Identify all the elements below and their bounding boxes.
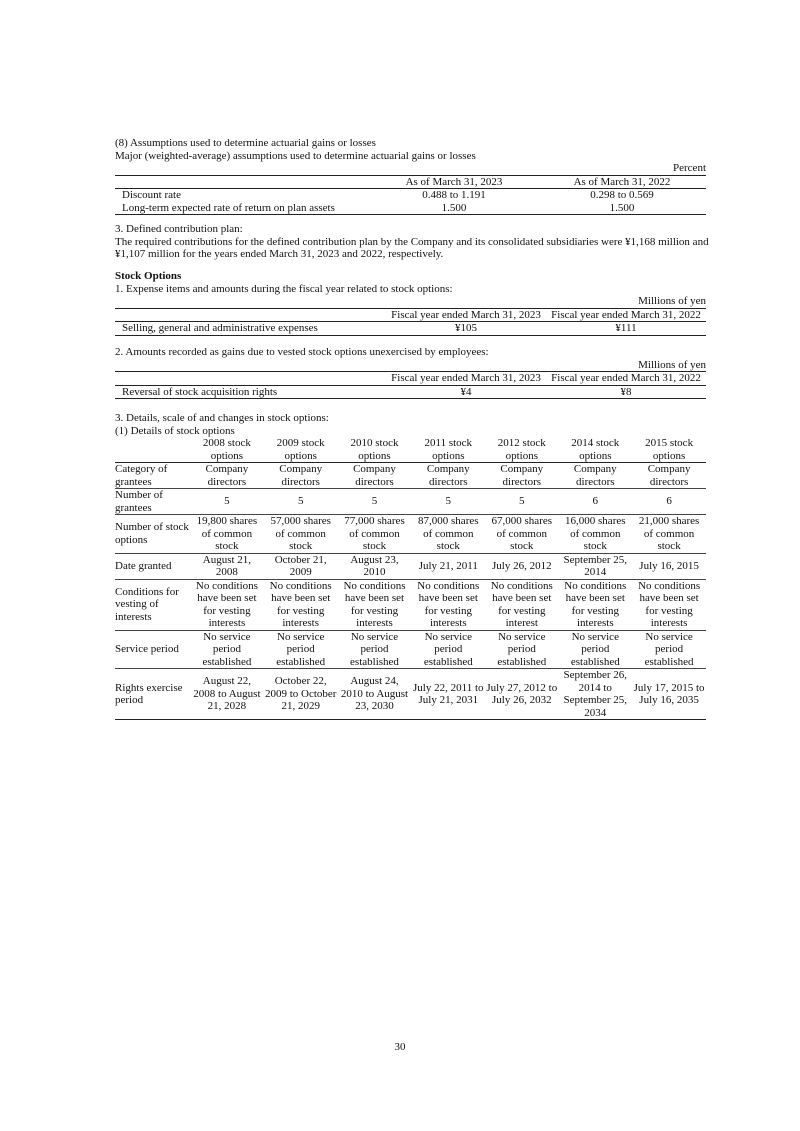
page-number: 30 bbox=[394, 1041, 406, 1053]
cell: No conditions have been set for vesting interests bbox=[411, 579, 485, 630]
subsection-heading: 1. Expense items and amounts during the fiscal year related to stock options: bbox=[115, 282, 453, 295]
table-row bbox=[115, 669, 706, 720]
cell: October 21, 2009 bbox=[264, 553, 338, 579]
assumptions-table bbox=[115, 175, 706, 216]
table-row bbox=[115, 553, 706, 579]
cell: 77,000 shares of common stock bbox=[338, 515, 412, 554]
column-header bbox=[115, 175, 370, 189]
stock-options-details-table bbox=[115, 437, 706, 720]
defined-contribution-section bbox=[115, 223, 709, 261]
stock-options-gains-section bbox=[115, 346, 706, 399]
cell: Company directors bbox=[411, 463, 485, 489]
cell: 67,000 shares of common stock bbox=[485, 515, 558, 554]
cell: July 21, 2011 bbox=[411, 553, 485, 579]
column-header: Fiscal year ended March 31, 2023 bbox=[386, 308, 546, 322]
column-header: 2009 stock options bbox=[264, 437, 338, 463]
stock-options-details-section bbox=[115, 412, 706, 720]
table-row bbox=[115, 579, 706, 630]
expense-table bbox=[115, 308, 706, 336]
cell: ¥8 bbox=[546, 385, 706, 399]
table-row bbox=[115, 322, 706, 336]
cell: 21,000 shares of common stock bbox=[632, 515, 706, 554]
column-header: Fiscal year ended March 31, 2022 bbox=[546, 372, 706, 386]
cell: No service period established bbox=[485, 630, 558, 669]
paragraph-line: ¥1,107 million for the years ended March 31, 2023 and 2022, respectively. bbox=[115, 248, 444, 260]
column-header bbox=[115, 437, 190, 463]
table-row bbox=[115, 489, 706, 515]
cell: 5 bbox=[264, 489, 338, 515]
column-header bbox=[115, 308, 386, 322]
cell: No service period established bbox=[632, 630, 706, 669]
table-row bbox=[115, 630, 706, 669]
cell: No service period established bbox=[190, 630, 264, 669]
column-header: Fiscal year ended March 31, 2023 bbox=[386, 372, 546, 386]
cell: 1.500 bbox=[538, 202, 706, 215]
gains-table bbox=[115, 371, 706, 399]
table-row bbox=[115, 189, 706, 202]
cell: Company directors bbox=[264, 463, 338, 489]
cell: ¥4 bbox=[386, 385, 546, 399]
row-label: Rights exercise period bbox=[115, 669, 190, 720]
cell: No conditions have been set for vesting interest bbox=[485, 579, 558, 630]
unit-label: Millions of yen bbox=[638, 358, 706, 371]
cell: August 21, 2008 bbox=[190, 553, 264, 579]
column-header: 2014 stock options bbox=[558, 437, 632, 463]
cell: ¥105 bbox=[386, 322, 546, 336]
cell: 5 bbox=[485, 489, 558, 515]
row-label: Discount rate bbox=[122, 189, 181, 201]
section-heading: Stock Options bbox=[115, 270, 182, 282]
cell: 87,000 shares of common stock bbox=[411, 515, 485, 554]
paragraph-line: The required contributions for the defined contribution plan by the Company and its consolidated subsidiaries were ¥1,168 million and bbox=[115, 235, 709, 248]
cell: Company directors bbox=[485, 463, 558, 489]
row-label: Selling, general and administrative expenses bbox=[115, 322, 386, 336]
cell: Company directors bbox=[558, 463, 632, 489]
row-label: Number of grantees bbox=[115, 489, 190, 515]
stock-options-expense-section bbox=[115, 270, 706, 336]
row-label: Reversal of stock acquisition rights bbox=[115, 385, 386, 399]
cell: No service period established bbox=[264, 630, 338, 669]
cell: August 24, 2010 to August 23, 2030 bbox=[338, 669, 412, 720]
column-header: As of March 31, 2023 bbox=[370, 175, 538, 189]
cell: No conditions have been set for vesting interests bbox=[190, 579, 264, 630]
cell: August 22, 2008 to August 21, 2028 bbox=[190, 669, 264, 720]
cell: 19,800 shares of common stock bbox=[190, 515, 264, 554]
cell: July 16, 2015 bbox=[632, 553, 706, 579]
unit-label: Millions of yen bbox=[638, 295, 706, 307]
cell: 6 bbox=[632, 489, 706, 515]
cell: July 17, 2015 to July 16, 2035 bbox=[632, 669, 706, 720]
cell: 0.298 to 0.569 bbox=[590, 189, 654, 201]
cell: September 25, 2014 bbox=[558, 553, 632, 579]
column-header: 2015 stock options bbox=[632, 437, 706, 463]
actuarial-assumptions-section bbox=[115, 137, 706, 215]
row-label: Date granted bbox=[115, 553, 190, 579]
subsection-heading: 3. Details, scale of and changes in stock options: bbox=[115, 412, 329, 424]
column-header bbox=[115, 372, 386, 386]
cell: July 26, 2012 bbox=[485, 553, 558, 579]
cell: July 22, 2011 to July 21, 2031 bbox=[411, 669, 485, 720]
column-header: 2012 stock options bbox=[485, 437, 558, 463]
cell: No conditions have been set for vesting interests bbox=[558, 579, 632, 630]
column-header: 2011 stock options bbox=[411, 437, 485, 463]
cell: ¥111 bbox=[546, 322, 706, 336]
row-label: Number of stock options bbox=[115, 515, 190, 554]
cell: 5 bbox=[411, 489, 485, 515]
cell: September 26, 2014 to September 25, 2034 bbox=[558, 669, 632, 720]
subsection-heading: 2. Amounts recorded as gains due to vested stock options unexercised by employees: bbox=[115, 346, 489, 358]
cell: No service period established bbox=[558, 630, 632, 669]
cell: 5 bbox=[338, 489, 412, 515]
subsection-subheading: (1) Details of stock options bbox=[115, 424, 235, 437]
cell: No conditions have been set for vesting interests bbox=[264, 579, 338, 630]
row-label: Long-term expected rate of return on plan assets bbox=[115, 202, 370, 215]
cell: 5 bbox=[190, 489, 264, 515]
cell: No service period established bbox=[338, 630, 412, 669]
section-heading: 3. Defined contribution plan: bbox=[115, 223, 243, 235]
section-subheading: Major (weighted-average) assumptions used to determine actuarial gains or losses bbox=[115, 149, 476, 162]
cell: August 23, 2010 bbox=[338, 553, 412, 579]
column-header: As of March 31, 2022 bbox=[538, 175, 706, 189]
unit-label: Percent bbox=[673, 162, 706, 174]
row-label: Conditions for vesting of interests bbox=[115, 579, 190, 630]
cell: No conditions have been set for vesting interests bbox=[632, 579, 706, 630]
column-header: 2010 stock options bbox=[338, 437, 412, 463]
row-label: Category of grantees bbox=[115, 463, 190, 489]
cell: Company directors bbox=[632, 463, 706, 489]
row-label: Service period bbox=[115, 630, 190, 669]
table-row bbox=[115, 463, 706, 489]
table-row bbox=[115, 202, 706, 215]
table-row bbox=[115, 515, 706, 554]
cell: 0.488 to 1.191 bbox=[422, 189, 486, 201]
cell: Company directors bbox=[190, 463, 264, 489]
cell: 57,000 shares of common stock bbox=[264, 515, 338, 554]
cell: 1.500 bbox=[370, 202, 538, 215]
cell: No conditions have been set for vesting interests bbox=[338, 579, 412, 630]
cell: 16,000 shares of common stock bbox=[558, 515, 632, 554]
table-row bbox=[115, 385, 706, 399]
cell: No service period established bbox=[411, 630, 485, 669]
cell: October 22, 2009 to October 21, 2029 bbox=[264, 669, 338, 720]
cell: 6 bbox=[558, 489, 632, 515]
column-header: Fiscal year ended March 31, 2022 bbox=[546, 308, 706, 322]
column-header: 2008 stock options bbox=[190, 437, 264, 463]
section-heading: (8) Assumptions used to determine actuarial gains or losses bbox=[115, 137, 376, 149]
cell: July 27, 2012 to July 26, 2032 bbox=[485, 669, 558, 720]
cell: Company directors bbox=[338, 463, 412, 489]
